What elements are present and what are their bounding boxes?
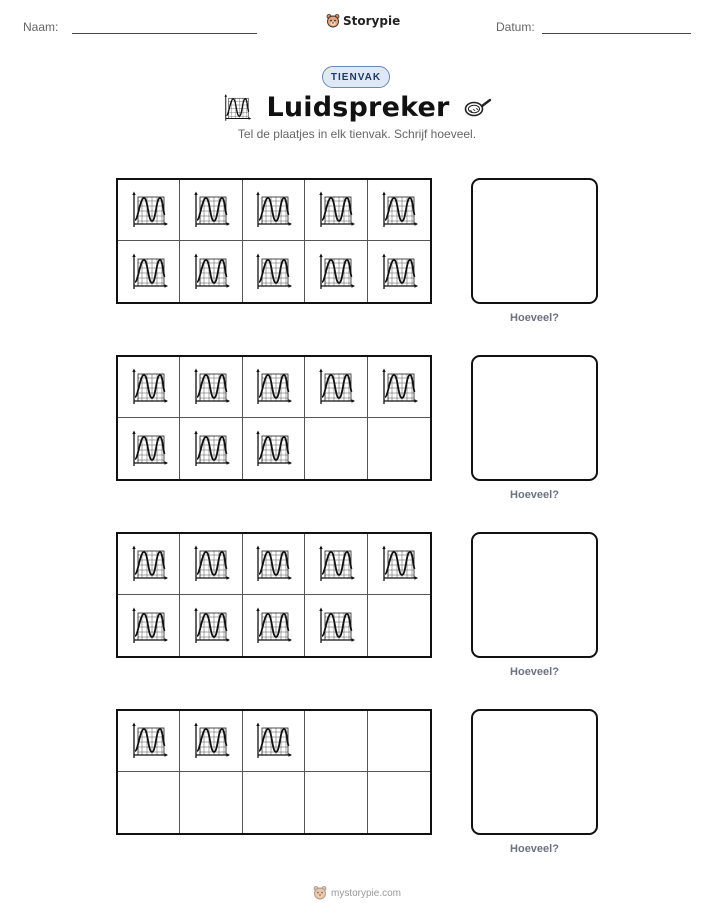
waveform-graph-icon — [379, 252, 419, 292]
waveform-graph-icon — [191, 721, 231, 761]
ten-frame-cell — [243, 418, 305, 479]
ten-frame-cell — [180, 711, 242, 772]
waveform-graph-icon — [253, 190, 293, 230]
ten-frame-cell — [243, 711, 305, 772]
waveform-graph-icon — [191, 544, 231, 584]
ten-frame-cell — [305, 241, 367, 302]
brand-logo — [326, 13, 400, 29]
waveform-graph-icon — [191, 367, 231, 407]
ten-frame-cell — [305, 418, 367, 479]
ten-frame-cell — [118, 595, 180, 656]
ten-frame-cell — [368, 595, 430, 656]
ten-frame-4 — [116, 709, 432, 835]
brand-name: Storypie — [343, 14, 401, 28]
waveform-graph-icon — [379, 544, 419, 584]
ten-frame-cell — [243, 357, 305, 418]
waveform-graph-icon — [191, 190, 231, 230]
waveform-graph-icon — [129, 429, 169, 469]
waveform-graph-icon — [129, 544, 169, 584]
waveform-graph-icon — [316, 252, 356, 292]
worksheet-type-badge: TIENVAK — [322, 66, 390, 88]
ten-frame-cell — [180, 241, 242, 302]
ten-frame-2 — [116, 355, 432, 481]
ten-frame-cell — [180, 180, 242, 241]
ten-frame-cell — [180, 418, 242, 479]
waveform-graph-icon — [253, 544, 293, 584]
ten-frame-cell — [118, 180, 180, 241]
ten-frame-cell — [243, 772, 305, 833]
ten-frame-cell — [368, 772, 430, 833]
date-label: Datum: — [496, 20, 535, 34]
ten-frame-cell — [305, 711, 367, 772]
name-label: Naam: — [23, 20, 59, 34]
waveform-graph-icon — [316, 367, 356, 407]
answer-box-2[interactable] — [471, 355, 598, 481]
waveform-graph-icon — [379, 367, 419, 407]
ten-frame-cell — [243, 595, 305, 656]
ten-frame-cell — [118, 772, 180, 833]
waveform-graph-icon — [316, 606, 356, 646]
waveform-graph-icon — [129, 252, 169, 292]
ten-frame-cell — [368, 534, 430, 595]
ten-frame-cell — [243, 180, 305, 241]
name-field-line[interactable] — [72, 33, 257, 34]
date-field-line[interactable] — [542, 33, 691, 34]
ten-frame-1 — [116, 178, 432, 304]
ten-frame-cell — [118, 357, 180, 418]
ten-frame-cell — [305, 180, 367, 241]
ten-frame-cell — [305, 357, 367, 418]
answer-box-3[interactable] — [471, 532, 598, 658]
waveform-graph-icon — [129, 606, 169, 646]
answer-box-4[interactable] — [471, 709, 598, 835]
waveform-graph-icon — [191, 429, 231, 469]
waveform-graph-icon — [222, 93, 252, 123]
page-title: Luidspreker — [266, 92, 450, 123]
ten-frame-cell — [243, 241, 305, 302]
ten-frame-cell — [368, 180, 430, 241]
answer-label-2: Hoeveel? — [510, 489, 559, 501]
ten-frame-cell — [118, 711, 180, 772]
answer-label-4: Hoeveel? — [510, 843, 559, 855]
waveform-graph-icon — [316, 190, 356, 230]
ten-frame-cell — [368, 241, 430, 302]
ten-frame-cell — [180, 534, 242, 595]
waveform-graph-icon — [253, 252, 293, 292]
ten-frame-cell — [368, 418, 430, 479]
waveform-graph-icon — [253, 721, 293, 761]
waveform-graph-icon — [191, 606, 231, 646]
waveform-graph-icon — [316, 544, 356, 584]
answer-label-1: Hoeveel? — [510, 312, 559, 324]
waveform-graph-icon — [129, 367, 169, 407]
bear-logo-icon — [313, 885, 327, 901]
ten-frame-cell — [180, 357, 242, 418]
ten-frame-cell — [180, 772, 242, 833]
waveform-graph-icon — [129, 721, 169, 761]
bear-logo-icon — [326, 13, 340, 29]
waveform-graph-icon — [253, 606, 293, 646]
ten-frame-cell — [368, 711, 430, 772]
waveform-graph-icon — [253, 367, 293, 407]
ten-frame-cell — [118, 534, 180, 595]
instruction-text: Tel de plaatjes in elk tienvak. Schrijf hoeveel. — [237, 127, 477, 141]
ten-frame-cell — [305, 772, 367, 833]
ten-frame-3 — [116, 532, 432, 658]
answer-box-1[interactable] — [471, 178, 598, 304]
answer-label-3: Hoeveel? — [510, 666, 559, 678]
waveform-graph-icon — [129, 190, 169, 230]
ten-frame-cell — [368, 357, 430, 418]
footer-url: mystorypie.com — [330, 887, 401, 899]
ten-frame-cell — [243, 534, 305, 595]
ten-frame-cell — [180, 595, 242, 656]
footer — [0, 885, 714, 901]
ten-frame-cell — [118, 418, 180, 479]
pan-icon — [464, 97, 492, 119]
ten-frame-cell — [305, 595, 367, 656]
waveform-graph-icon — [191, 252, 231, 292]
ten-frame-cell — [305, 534, 367, 595]
ten-frame-cell — [118, 241, 180, 302]
waveform-graph-icon — [379, 190, 419, 230]
title-row — [0, 92, 714, 123]
waveform-graph-icon — [253, 429, 293, 469]
